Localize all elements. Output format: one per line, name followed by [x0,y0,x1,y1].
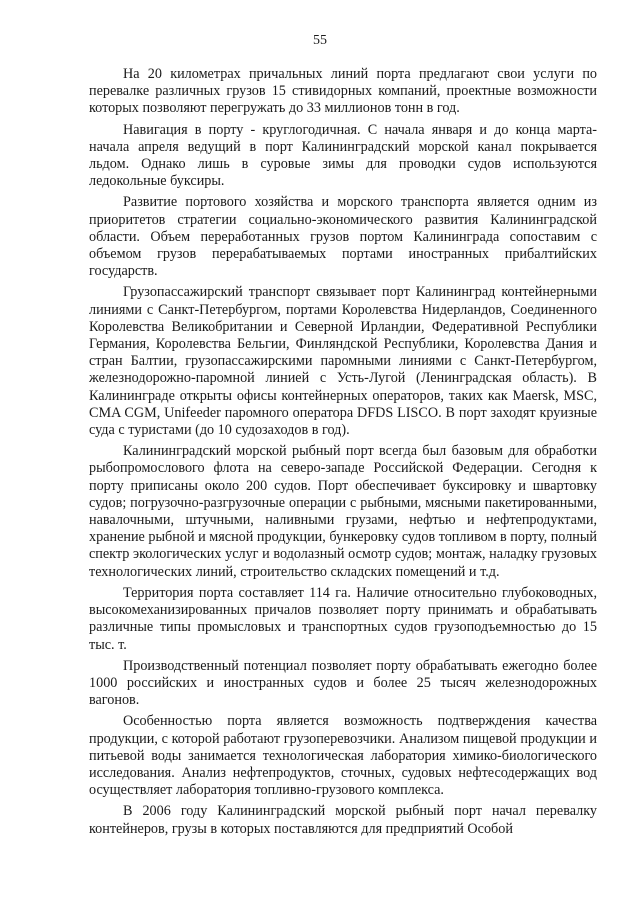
body-text [89,66,597,838]
paragraph-port-territory: Территория порта составляет 114 га. Наличие относительно глубоководных, высокомеханизированных причалов позволяет порту принимать и обрабатывать различные типы промысловых и транспортных судов грузоподъемностью до 15 тыс. т. [89,584,597,653]
paragraph-production-capacity: Производственный потенциал позволяет порту обрабатывать ежегодно более 1000 российских и иностранных судов и более 25 тысяч железнодорожных вагонов. [89,657,597,709]
paragraph-cargo-passenger-transport: Грузопассажирский транспорт связывает порт Калининград контейнерными линиями с Санкт-Петербургом, портами Королевства Нидерландов, Соединенного Королевства Великобритании и Северной Ирландии, Федеративной Республики Германия, Королевства Бельгии, Финляндской Республики, Королевства Дания и стран Балтии, грузопассажирскими паромными линиями с Санкт-Петербургом, железнодорожно-паромной линией с Усть-Лугой (Ленинградская область). В Калининграде открыты офисы контейнерных операторов, таких как Maersk, MSC, CMA CGM, Unifeeder паромного оператора DFDS LISCO. В порт заходят круизные суда с туристами (до 10 судозаходов в год). [89,284,597,439]
paragraph-quality-labs: Особенностью порта является возможность подтверждения качества продукции, с которой работают грузоперевозчики. Анализом пищевой продукции и питьевой воды занимается технологическая лаборатория химико-биологического исследования. Анализ нефтепродуктов, сточных, судовых нефтесодержащих вод осуществляет лаборатория топливно-грузового комплекса. [89,713,597,799]
paragraph-port-development: Развитие портового хозяйства и морского транспорта является одним из приоритетов стратегии социально-экономического развития Калининградской области. Объем переработанных грузов портом Калининграда сопоставим с объемом грузов перерабатываемых портами иностранных прибалтийских государств. [89,194,597,280]
paragraph-navigation: Навигация в порту - круглогодичная. С начала января и до конца марта-начала апреля ведущий в порт Калининградский морской канал покрывается льдом. Однако лишь в суровые зимы для проводки судов используются ледокольные буксиры. [89,121,597,190]
paragraph-fishing-port: Калининградский морской рыбный порт всегда был базовым для обработки рыбопромослового флота на северо-западе Российской Федерации. Сегодня к порту приписаны около 200 судов. Порт обеспечивает буксировку и швартовку судов; погрузочно-разгрузочные операции с рыбными, мясными пакетированными, навалочными, штучными, наливными грузами, нефтью и нефтепродуктами, хранение рыбной и мясной продукции, бункеровку судов топливом в порту, полный спектр экологических услуг и водолазный осмотр судов; монтаж, наладку грузовых технологических линий, строительство складских помещений и т.д. [89,443,597,580]
paragraph-containers-2006: В 2006 году Калининградский морской рыбный порт начал перевалку контейнеров, грузы в которых поставляются для предприятий Особой [89,803,597,837]
page-number: 55 [313,33,327,48]
paragraph-cargo-handling: На 20 километрах причальных линий порта предлагают свои услуги по перевалке различных грузов 15 стивидорных компаний, проектные возможности которых позволяют перегружать до 33 миллионов тонн в год. [89,66,597,117]
